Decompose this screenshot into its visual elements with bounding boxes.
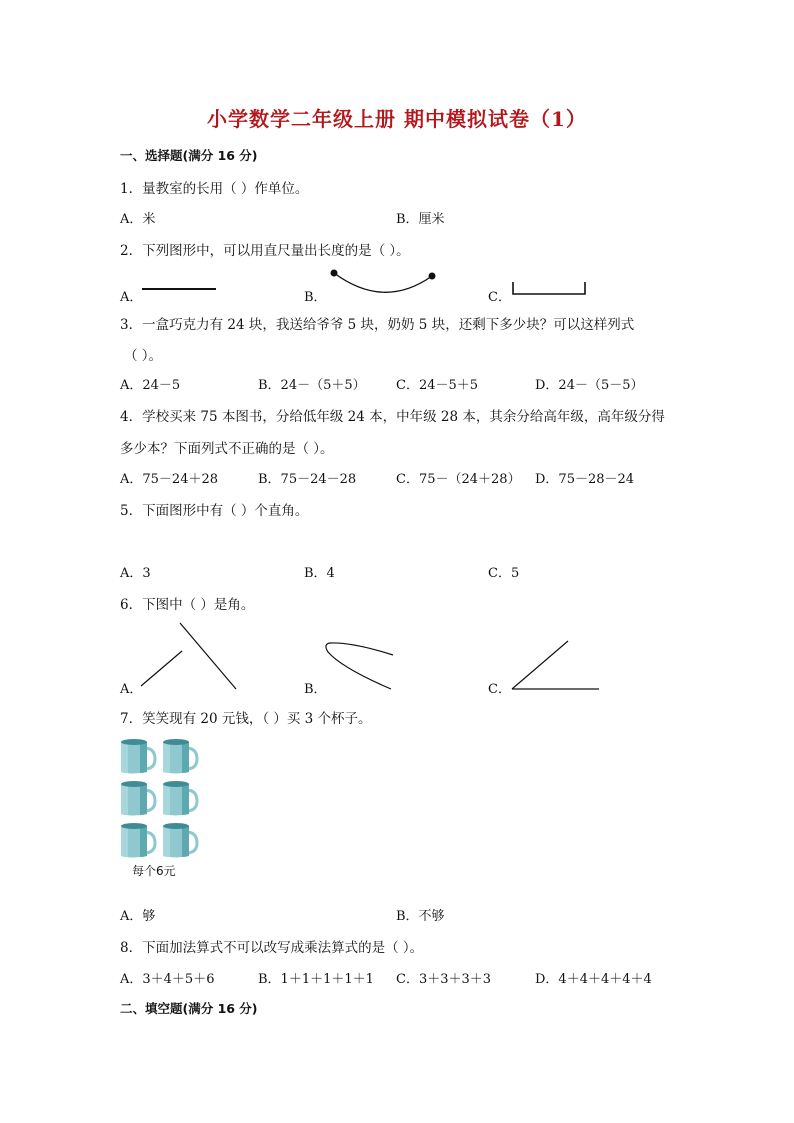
- question-1: 1．量教室的长用（ ）作单位。: [120, 181, 309, 197]
- question-8: 8．下面加法算式不可以改写成乘法算式的是（ ）。: [120, 940, 424, 956]
- q4-option-d[interactable]: D．75－28－24: [535, 472, 635, 487]
- q6-angle-figure: [508, 638, 604, 694]
- section-heading-choice: 一、选择题(满分 16 分): [120, 148, 258, 163]
- page-title: 小学数学二年级上册 期中模拟试卷（1）: [207, 107, 587, 131]
- q1-option-b[interactable]: B．厘米: [396, 212, 445, 227]
- question-2: 2．下列图形中，可以用直尺量出长度的是（ ）。: [120, 243, 410, 259]
- question-7: 7．笑笑现有 20 元钱，（ ）买 3 个杯子。: [120, 711, 372, 727]
- q4-option-c[interactable]: C．75－（24＋28）: [396, 472, 521, 487]
- q6-option-b[interactable]: B．: [304, 682, 327, 697]
- q6-curved-figure: [322, 638, 397, 693]
- question-3-continued: （ ）。: [124, 348, 163, 364]
- q5-option-a[interactable]: A．3: [120, 566, 151, 581]
- q3-option-b[interactable]: B．24－（5＋5）: [258, 378, 366, 393]
- cups-illustration: [118, 738, 202, 864]
- q2-option-a[interactable]: A．: [120, 290, 143, 305]
- q2-option-b[interactable]: B．: [304, 290, 327, 305]
- q6-option-c[interactable]: C．: [488, 682, 511, 697]
- q3-option-a[interactable]: A．24－5: [120, 378, 181, 393]
- q2-bracket-figure: [510, 280, 590, 298]
- q4-option-a[interactable]: A．75－24＋28: [120, 472, 219, 487]
- q6-separate-lines-figure: [138, 620, 240, 692]
- q7-option-b[interactable]: B．不够: [396, 909, 445, 924]
- q5-option-b[interactable]: B．4: [304, 566, 335, 581]
- q2-option-c[interactable]: C．: [488, 290, 511, 305]
- q7-option-a[interactable]: A．够: [120, 909, 156, 924]
- q8-option-a[interactable]: A．3＋4＋5＋6: [120, 972, 215, 987]
- q1-option-a[interactable]: A．米: [120, 212, 156, 227]
- section-heading-fill-in: 二、填空题(满分 16 分): [120, 1001, 258, 1016]
- question-6: 6．下图中（ ）是角。: [120, 597, 255, 613]
- q5-option-c[interactable]: C．5: [488, 566, 520, 581]
- q3-option-c[interactable]: C．24－5＋5: [396, 378, 479, 393]
- cup-price-caption: 每个6元: [132, 864, 176, 878]
- q8-option-c[interactable]: C．3＋3＋3＋3: [396, 972, 492, 987]
- q3-option-d[interactable]: D．24－（5－5）: [535, 378, 644, 393]
- q6-option-a[interactable]: A．: [120, 682, 143, 697]
- question-5: 5．下面图形中有（ ）个直角。: [120, 503, 309, 519]
- q8-option-b[interactable]: B．1＋1＋1＋1＋1: [258, 972, 374, 987]
- q4-option-b[interactable]: B．75－24－28: [258, 472, 357, 487]
- question-3: 3．一盒巧克力有 24 块，我送给爷爷 5 块，奶奶 5 块，还剩下多少块？可以这样列式: [120, 317, 635, 333]
- q8-option-d[interactable]: D．4＋4＋4＋4＋4: [535, 972, 652, 987]
- q2-line-segment-figure: [140, 282, 220, 294]
- q2-curve-figure: [326, 266, 441, 298]
- question-4-continued: 多少本？下面列式不正确的是（ ）。: [120, 441, 334, 457]
- question-4: 4．学校买来 75 本图书，分给低年级 24 本，中年级 28 本，其余分给高年级，高年级分得: [120, 409, 665, 425]
